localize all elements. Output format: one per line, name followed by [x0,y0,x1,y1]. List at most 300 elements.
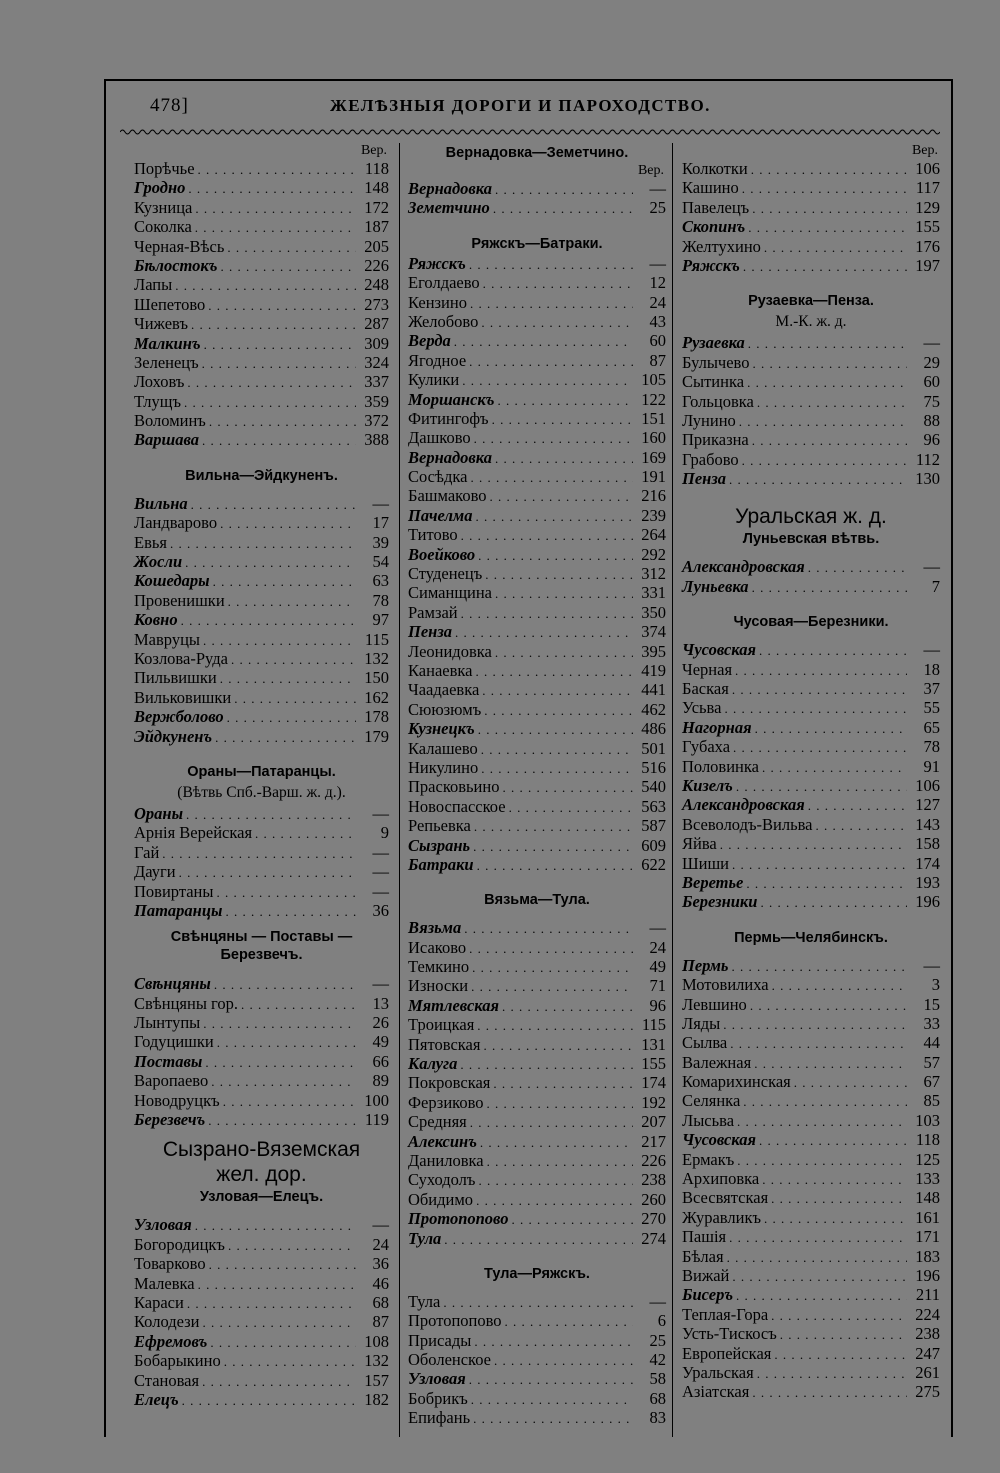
distance-value: 24 [372,1234,389,1254]
station-row [134,610,389,629]
station-name: Колкотки [682,159,748,178]
station-row [408,1170,666,1189]
station-row [134,353,389,372]
station-name: Половинка [682,756,759,776]
distance-value: 9 [380,823,389,843]
station-list [682,159,940,275]
station-name: Гольцовка [682,391,754,411]
station-list [134,804,389,920]
dot-leader [473,836,633,856]
station-name: Селянка [682,1091,741,1111]
distance-value: 287 [364,314,389,334]
dot-leader [228,591,356,611]
dot-leader [255,823,356,843]
station-name: Пильвишки [134,668,217,688]
station-row [408,390,666,409]
station-name: Архиповка [682,1169,760,1189]
station-row [682,1344,940,1363]
dot-leader [475,661,633,681]
dot-leader [474,816,633,836]
distance-value: 106 [915,159,940,178]
dot-leader [490,486,633,506]
station-name: Фитингофъ [408,408,489,428]
dot-leader [470,293,633,313]
dot-leader [188,178,356,198]
station-list [682,640,940,911]
distance-value: 239 [641,505,666,525]
station-name: Свѣнцяны [134,974,211,994]
distance-value: 6 [657,1311,666,1331]
distance-value: 29 [923,352,940,372]
station-row [408,1369,666,1388]
dot-leader [469,1369,633,1389]
station-name: Левшино [682,994,747,1014]
station-name: Патаранцы [134,900,223,920]
station-row [682,1053,940,1072]
dot-leader [772,975,907,995]
station-row [682,1033,940,1052]
distance-value: 36 [372,900,389,920]
station-row [134,668,389,687]
distance-value: 122 [641,389,666,409]
station-row [134,494,389,513]
station-name: Лынтупы [134,1013,201,1033]
dot-leader [484,700,633,720]
station-row [682,873,940,892]
dot-leader [470,1112,633,1132]
distance-value: 44 [923,1033,940,1053]
station-name: Вязьма [408,918,462,938]
distance-value: 162 [364,687,389,707]
station-row [682,469,940,488]
dot-leader [736,776,907,796]
dot-leader [181,610,356,630]
dot-leader [211,1071,356,1091]
station-name: Леонидовка [408,641,492,661]
station-name: Сызрань [408,835,471,855]
distance-value: 117 [915,178,940,198]
dot-leader [505,1311,633,1331]
distance-value: — [372,493,389,513]
distance-value: 12 [649,273,666,293]
distance-value: 68 [372,1292,389,1312]
dot-leader [481,758,633,778]
distance-value: 196 [915,892,940,912]
dot-leader [187,372,356,392]
distance-value: 197 [915,255,940,275]
distance-value: 130 [915,469,940,489]
dot-leader [186,804,356,824]
station-name: Скопинъ [682,217,746,237]
distance-value: 160 [641,428,666,448]
distance-value: 17 [372,513,389,533]
station-name: Березники [682,892,758,912]
station-name: Репьевка [408,816,471,836]
station-row [682,640,940,659]
dot-leader [760,892,907,912]
dot-leader [455,622,633,642]
station-name: Вернадовка [408,179,492,198]
station-row [134,1215,389,1234]
distance-value: — [372,1215,389,1235]
distance-value: 193 [915,872,940,892]
station-row [134,974,389,993]
dot-leader [227,237,356,257]
distance-value: 46 [372,1273,389,1293]
dot-leader [220,668,356,688]
unit-label: Вер. [360,143,387,158]
distance-value: — [923,955,940,975]
dot-leader [495,642,633,662]
dot-leader [478,719,633,739]
station-row [682,1227,940,1246]
station-row [682,718,940,737]
station-row [134,707,389,726]
station-name: Павелецъ [682,197,750,217]
distance-value: — [923,640,940,660]
dot-leader [509,797,633,817]
dot-leader [475,506,633,526]
station-row [134,1032,389,1051]
station-name: Вижай [682,1265,730,1285]
distance-value: 33 [923,1013,940,1033]
distance-value: 71 [649,976,666,996]
station-row [682,198,940,217]
dot-leader [720,834,907,854]
dot-leader [470,467,633,487]
station-row [134,392,389,411]
dot-leader [203,1013,356,1033]
station-name: Кизелъ [682,775,733,795]
station-row [134,533,389,552]
dot-leader [752,430,907,450]
station-row [682,975,940,994]
dot-leader [732,679,907,699]
station-name: Гродно [134,178,186,198]
dot-leader [511,1209,633,1229]
dot-leader [482,680,633,700]
station-name: Новоспасское [408,796,506,816]
dot-leader [175,275,356,295]
distance-value: 129 [915,197,940,217]
station-name: Азіатская [682,1382,750,1402]
dot-leader [170,533,356,553]
railway-title: Уральская ж. д. [735,505,887,529]
dot-leader [502,996,633,1016]
distance-value: 337 [364,372,389,392]
dot-leader [224,1351,356,1371]
dot-leader [203,1312,357,1332]
dot-leader [476,1190,633,1210]
station-name: Рамзай [408,602,458,622]
station-row [134,994,389,1013]
dot-leader [464,918,633,938]
station-row [134,1312,389,1331]
station-row [134,314,389,333]
distance-value: 196 [915,1265,940,1285]
station-name: Черная-Вѣсь [134,236,225,256]
dot-leader [493,198,633,218]
distance-value: — [649,179,666,198]
station-row [134,688,389,707]
dot-leader [739,411,907,431]
distance-value: 312 [641,564,666,584]
station-name: Булычево [682,352,750,372]
station-row [682,1208,940,1227]
station-name: Сююзюмъ [408,699,482,719]
station-name: Мятлевская [408,995,499,1015]
station-row [682,178,940,197]
station-name: Повиртаны [134,881,214,901]
station-row [682,1130,940,1149]
station-row [408,836,666,855]
station-name: Вернадовка [408,447,492,467]
station-row [682,834,940,853]
distance-value: 127 [915,795,940,815]
distance-value: 462 [641,699,666,719]
dot-leader [195,217,356,237]
station-name: Пенза [682,469,727,489]
station-name: Ковно [134,610,178,630]
station-name: Лоховъ [134,372,185,392]
dot-leader [752,198,907,218]
station-list [408,179,666,218]
station-name: Ораны [134,803,184,823]
station-name: Тлущъ [134,391,181,411]
station-row [408,1229,666,1248]
station-row [408,1292,666,1311]
distance-value: 501 [641,738,666,758]
station-row [134,727,389,746]
dot-leader [759,640,907,660]
station-name: Журавликъ [682,1207,761,1227]
station-name: Бисеръ [682,1285,734,1305]
station-row [134,372,389,391]
station-row [134,1052,389,1071]
dot-leader [732,1266,907,1286]
distance-value: 87 [649,350,666,370]
station-row [682,1188,940,1207]
distance-value: 171 [915,1227,940,1247]
dot-leader [762,757,907,777]
distance-value: 85 [923,1091,940,1111]
station-name: Бѣлостокъ [134,255,218,275]
station-name: Покровская [408,1073,491,1093]
distance-value: 7 [931,576,940,596]
distance-value: 63 [372,571,389,591]
distance-value: 169 [641,447,666,467]
distance-value: — [372,881,389,901]
dot-leader [187,1293,356,1313]
station-name: Моршанскъ [408,389,495,409]
station-name: Бобарыкино [134,1351,221,1371]
distance-value: 182 [364,1389,389,1409]
station-row [408,680,666,699]
station-list [134,974,389,1129]
page-header [106,95,951,119]
station-row [408,976,666,995]
distance-value: 89 [372,1071,389,1091]
dot-leader [485,564,633,584]
station-name: Грабово [682,449,739,469]
station-name: Колодези [134,1312,200,1332]
station-name: Вержболово [134,707,224,727]
distance-value: 97 [372,610,389,630]
railway-title: Сызрано-Вяземская [162,1138,361,1162]
station-name: Елецъ [134,1389,179,1409]
distance-value: 49 [649,957,666,977]
section-title: Вернадовка—Земетчино. [445,145,629,161]
distance-value: 540 [641,777,666,797]
distance-value: 174 [915,853,940,873]
station-list [134,494,389,746]
station-row [134,1293,389,1312]
station-name: Средняя [408,1112,467,1132]
station-name: Всесвятская [682,1188,769,1208]
station-row [408,1035,666,1054]
station-row [134,571,389,590]
distance-value: 25 [649,198,666,218]
station-row [682,1324,940,1343]
station-row [134,159,389,178]
station-name: Лысьва [682,1110,735,1130]
station-name: Калуга [408,1054,458,1074]
distance-value: 39 [372,532,389,552]
distance-value: 37 [923,679,940,699]
dot-leader [227,707,356,727]
dot-leader [474,1331,633,1351]
section-title: Вильна—Эйдкуненъ. [185,467,338,484]
column-divider [672,143,673,1437]
station-row [408,719,666,738]
station-row [408,816,666,835]
station-name: Усть-Тискосъ [682,1324,777,1344]
dot-leader [723,1014,907,1034]
dot-leader [743,256,907,276]
dot-leader [469,351,633,371]
dot-leader [742,178,907,198]
dot-leader [443,1292,633,1312]
station-row [134,862,389,881]
station-row [408,428,666,447]
section-subtitle: М.-К. ж. д. [775,313,847,331]
distance-value: — [649,918,666,938]
distance-value: 419 [641,660,666,680]
station-row [682,411,940,430]
dot-leader [483,273,633,293]
distance-value: 224 [915,1304,940,1324]
station-name: Ягодное [408,350,467,370]
station-name: Поставы [134,1051,203,1071]
station-name: Земетчино [408,198,490,218]
station-row [408,1112,666,1131]
distance-value: 486 [641,719,666,739]
station-name: Калашево [408,738,478,758]
dot-leader [478,545,633,565]
station-name: Пермь [682,955,729,975]
station-row [682,956,940,975]
station-row [682,892,940,911]
station-name: Провенишки [134,590,225,610]
station-name: Троицкая [408,1015,475,1035]
station-row [408,1132,666,1151]
dot-leader [225,901,356,921]
distance-value: 191 [641,467,666,487]
distance-value: — [649,1291,666,1311]
dot-leader [736,1285,907,1305]
station-name: Дашково [408,428,471,448]
wavy-rule-ornament [120,127,940,137]
station-row [682,256,940,275]
distance-value: 217 [641,1131,666,1151]
station-row [408,739,666,758]
station-name: Кузнецкъ [408,719,475,739]
distance-value: 108 [364,1331,389,1351]
station-list [134,159,389,450]
station-row [408,957,666,976]
dot-leader [469,254,633,274]
distance-value: 151 [641,408,666,428]
station-list [408,1292,666,1428]
dot-leader [757,392,907,412]
distance-value: 133 [915,1169,940,1189]
section-title: Свѣнцяны — Поставы — Березвечъ. [170,929,353,964]
station-row [134,552,389,571]
station-row [408,198,666,217]
station-row [134,430,389,449]
distance-value: 115 [641,1015,666,1035]
station-name: Жосли [134,552,183,572]
station-name: Алексинъ [408,1131,477,1151]
distance-value: 131 [641,1034,666,1054]
dot-leader [234,688,356,708]
dot-leader [737,1111,907,1131]
station-name: Воломинъ [134,411,206,431]
distance-value: 274 [641,1228,666,1248]
dot-leader [213,571,356,591]
dot-leader [184,392,356,412]
station-name: Пашія [682,1227,727,1247]
station-row [134,1235,389,1254]
station-row [134,1091,389,1110]
unit-label: Вер. [637,163,664,178]
station-row [408,700,666,719]
distance-value: 176 [915,236,940,256]
dot-leader [472,957,633,977]
station-name: Богородицкъ [134,1234,225,1254]
station-row [408,938,666,957]
station-name: Порѣчье [134,159,195,178]
station-list [408,254,666,875]
distance-value: 132 [364,1351,389,1371]
section-subtitle: (Вѣтвь Спб.-Варш. ж. д.). [177,783,346,801]
distance-value: 395 [641,641,666,661]
station-row [682,1072,940,1091]
station-name: Кашино [682,178,739,198]
distance-value: 359 [364,391,389,411]
station-name: Евья [134,532,167,552]
dot-leader [481,312,633,332]
station-name: Желтухино [682,236,761,256]
station-name: Воейково [408,544,476,564]
section-title: Луньевская вѣтвь. [742,531,880,548]
station-row [408,293,666,312]
station-name: Шиши [682,853,730,873]
station-name: Ляды [682,1013,721,1033]
dot-leader [228,1235,356,1255]
distance-value: 49 [372,1032,389,1052]
station-name: Рузаевка [682,333,745,353]
